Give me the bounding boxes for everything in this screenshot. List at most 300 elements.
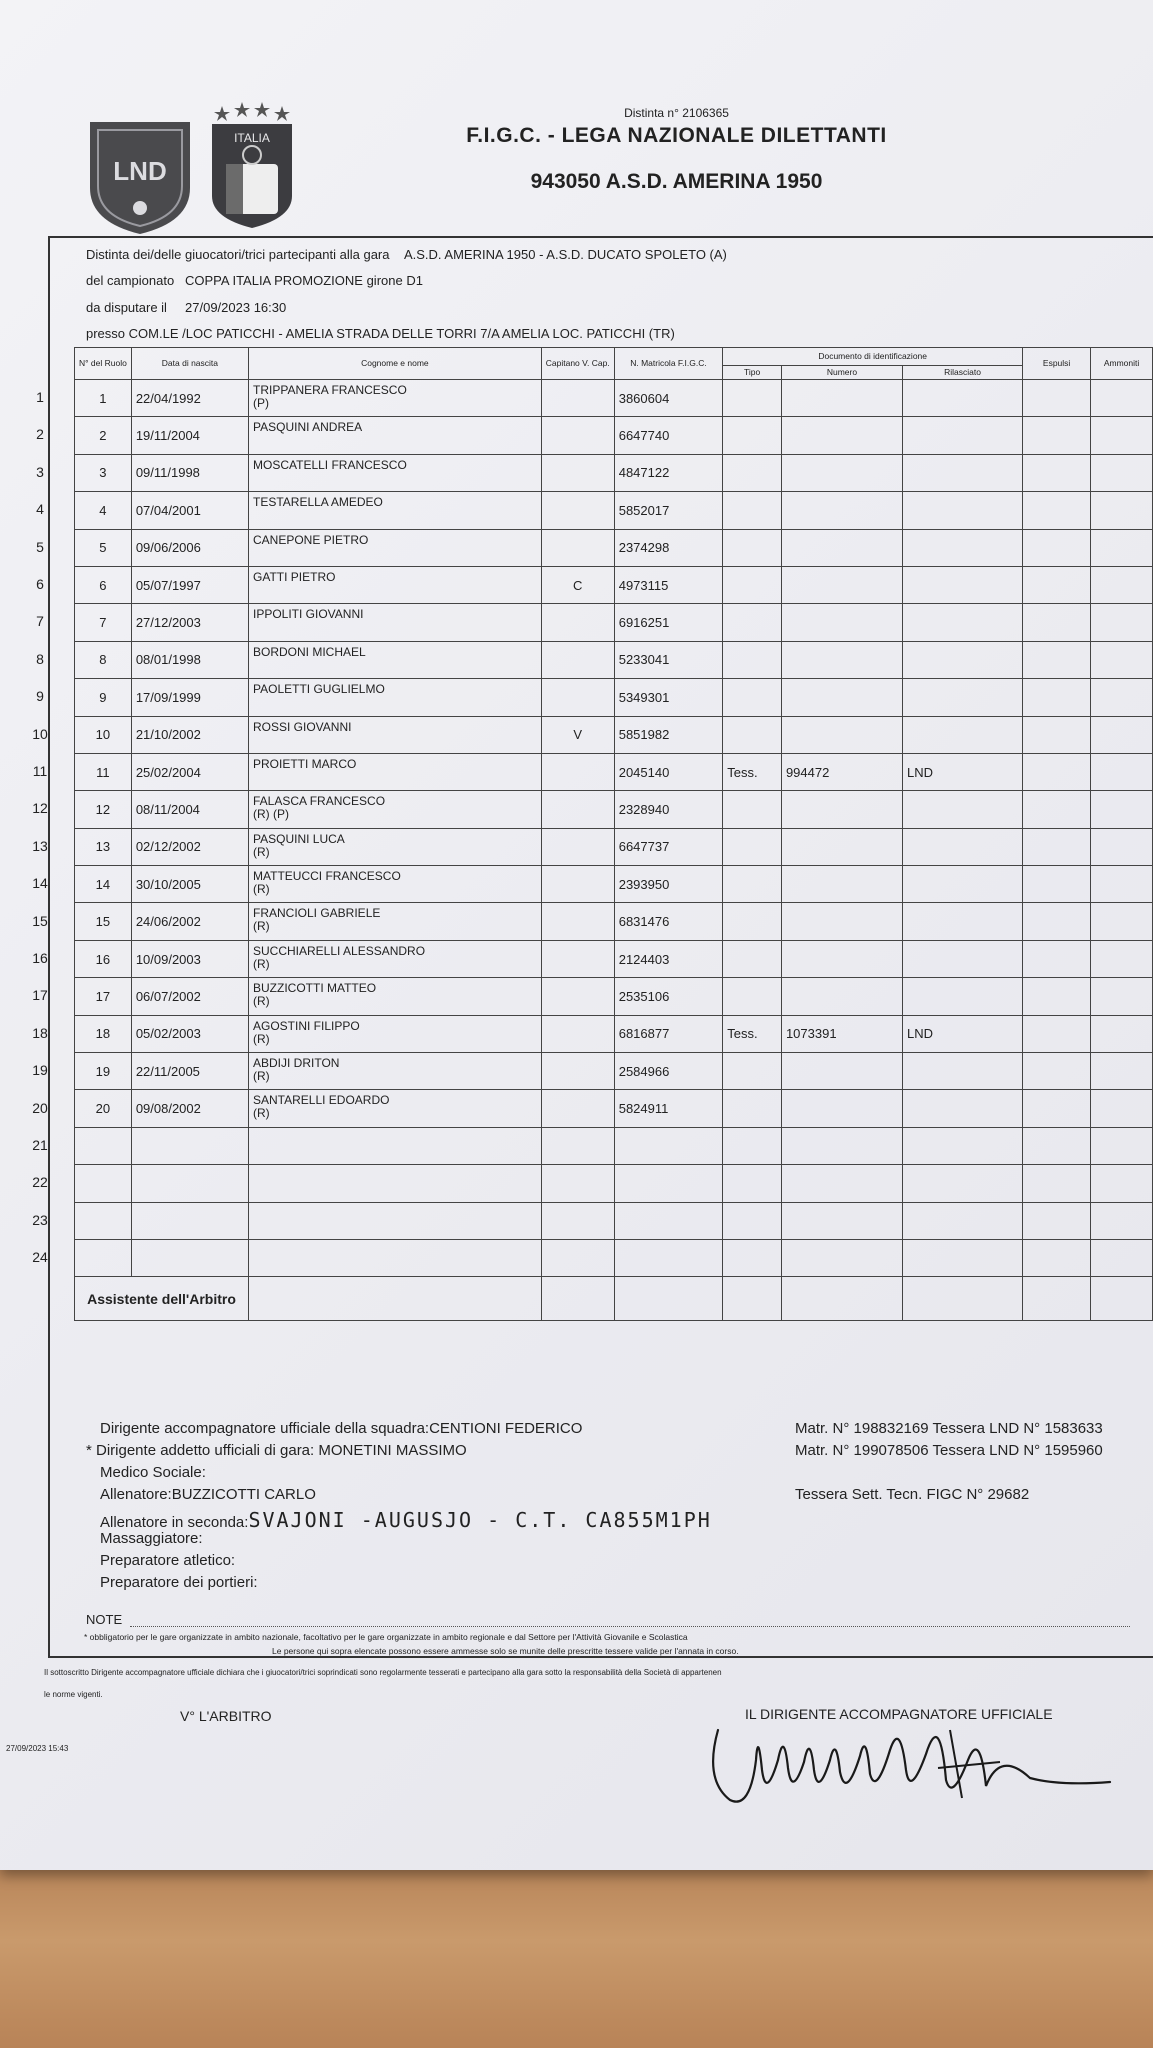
doc-number-cell <box>781 791 902 828</box>
doc-type-cell <box>723 866 782 903</box>
captain-cell <box>541 454 614 491</box>
espulsi-cell <box>1023 753 1091 790</box>
player-name: AGOSTINI FILIPPO <box>253 1018 360 1033</box>
doc-number-cell <box>781 828 902 865</box>
row-number: 15 <box>32 912 48 929</box>
player-name: MOSCATELLI FRANCESCO <box>253 457 407 472</box>
allenatore-tessera: Tessera Sett. Tecn. FIGC N° 29682 <box>795 1486 1030 1503</box>
player-note: (R) <box>253 1031 270 1046</box>
captain-cell <box>541 1090 614 1127</box>
table-row <box>75 903 1153 940</box>
table-row <box>75 866 1153 903</box>
dirigente-line: Dirigente accompagnatore ufficiale della squadra:CENTIONI FEDERICO <box>100 1420 583 1437</box>
table-row <box>75 417 1153 454</box>
doc-type-cell <box>723 1239 782 1276</box>
ammoniti-cell <box>1091 978 1153 1015</box>
ammoniti-cell <box>1091 1202 1153 1239</box>
row-number: 3 <box>36 463 44 480</box>
name-cell <box>249 1015 542 1052</box>
doc-issuer-cell <box>902 828 1022 865</box>
table-row <box>75 492 1153 529</box>
birthdate-cell <box>131 1202 248 1239</box>
ammoniti-cell <box>1091 454 1153 491</box>
doc-issuer-cell <box>902 791 1022 828</box>
ruolo-cell <box>75 1239 132 1276</box>
matricola-cell: 4847122 <box>614 454 723 491</box>
doc-number-cell <box>781 903 902 940</box>
col-matricola: N. Matricola F.I.G.C. <box>614 348 723 380</box>
player-note: (R) <box>253 882 270 897</box>
disclaimer-1: Il sottoscritto Dirigente accompagnatore ufficiale dichiara che i giuocatori/trici soprindicati sono regolarmente tesserati e partecipano alla gara sotto la responsabilità della Società di appartenen <box>44 1668 722 1677</box>
player-note: (R) <box>253 1069 270 1084</box>
seconda-line <box>100 1508 712 1532</box>
dirigente-matricola: Matr. N° 198832169 Tessera LND N° 1583633 <box>795 1420 1103 1437</box>
doc-type-cell <box>723 604 782 641</box>
assistant-cell <box>1023 1277 1091 1321</box>
doc-issuer-cell <box>902 1053 1022 1090</box>
table-row <box>75 1015 1153 1052</box>
game-teams: A.S.D. AMERINA 1950 - A.S.D. DUCATO SPOLETO (A) <box>403 247 727 262</box>
espulsi-cell <box>1023 1165 1091 1202</box>
player-name: PAOLETTI GUGLIELMO <box>253 682 385 697</box>
ruolo-cell <box>75 1165 132 1202</box>
doc-issuer-cell <box>902 492 1022 529</box>
seconda-label: Allenatore in seconda: <box>100 1514 249 1531</box>
doc-type-cell <box>723 1127 782 1164</box>
name-cell <box>249 641 542 678</box>
ammoniti-cell <box>1091 716 1153 753</box>
name-cell <box>249 791 542 828</box>
matricola-cell: 2374298 <box>614 529 723 566</box>
row-number: 13 <box>32 837 48 854</box>
player-name: TESTARELLA AMEDEO <box>253 495 383 510</box>
doc-issuer-cell <box>902 417 1022 454</box>
player-name: PASQUINI ANDREA <box>253 420 363 435</box>
birthdate-cell: 08/01/1998 <box>131 641 248 678</box>
doc-issuer-cell <box>902 604 1022 641</box>
name-cell <box>249 1202 542 1239</box>
birthdate-cell: 22/11/2005 <box>131 1053 248 1090</box>
espulsi-cell <box>1023 1090 1091 1127</box>
ammoniti-cell <box>1091 566 1153 603</box>
col-capitano: Capitano V. Cap. <box>541 348 614 380</box>
row-number: 14 <box>32 875 48 892</box>
ruolo-cell: 20 <box>75 1090 132 1127</box>
doc-number-cell <box>781 604 902 641</box>
name-cell <box>249 716 542 753</box>
massaggiatore-line: Massaggiatore: <box>100 1530 203 1547</box>
table-row <box>75 641 1153 678</box>
row-number: 18 <box>32 1024 48 1041</box>
matricola-cell: 6831476 <box>614 903 723 940</box>
game-label: Distinta dei/delle giuocatori/trici partecipanti alla gara <box>86 247 390 262</box>
doc-issuer-cell <box>902 679 1022 716</box>
ammoniti-cell <box>1091 866 1153 903</box>
doc-issuer-cell <box>902 641 1022 678</box>
col-nascita: Data di nascita <box>131 348 248 380</box>
medico-line: Medico Sociale: <box>100 1464 206 1481</box>
table-row <box>75 716 1153 753</box>
doc-type-cell <box>723 1053 782 1090</box>
doc-issuer-cell <box>902 1165 1022 1202</box>
ruolo-cell: 3 <box>75 454 132 491</box>
player-name: FRANCIOLI GABRIELE <box>253 906 381 921</box>
espulsi-cell <box>1023 978 1091 1015</box>
row-number: 5 <box>36 538 44 555</box>
table-row <box>75 1090 1153 1127</box>
player-note: (P) <box>253 396 269 410</box>
date-value: 27/09/2023 16:30 <box>185 300 287 315</box>
row-number: 9 <box>36 688 44 705</box>
espulsi-cell <box>1023 1202 1091 1239</box>
table-row <box>75 1239 1153 1276</box>
name-cell <box>249 978 542 1015</box>
name-cell <box>249 454 542 491</box>
player-note: (R) <box>253 1106 270 1121</box>
ammoniti-cell <box>1091 903 1153 940</box>
row-number: 16 <box>32 950 48 966</box>
captain-cell <box>541 679 614 716</box>
player-name: IPPOLITI GIOVANNI <box>253 607 364 622</box>
ammoniti-cell <box>1091 791 1153 828</box>
captain-cell <box>541 1202 614 1239</box>
name-cell <box>249 1053 542 1090</box>
doc-issuer-cell <box>902 978 1022 1015</box>
espulsi-cell <box>1023 1239 1091 1276</box>
col-ammoniti: Ammoniti <box>1091 348 1153 380</box>
doc-type-cell <box>723 417 782 454</box>
player-note: (R) <box>253 919 270 934</box>
doc-issuer-cell: LND <box>902 1015 1022 1052</box>
matricola-cell: 2124403 <box>614 940 723 977</box>
game-info-line-2 <box>86 273 423 288</box>
ammoniti-cell <box>1091 1053 1153 1090</box>
doc-number-cell <box>781 417 902 454</box>
doc-issuer-cell <box>902 1202 1022 1239</box>
col-rilasciato: Rilasciato <box>902 366 1022 380</box>
ruolo-cell: 13 <box>75 828 132 865</box>
col-numero: Numero <box>781 366 902 380</box>
captain-cell <box>541 604 614 641</box>
assistant-cell <box>541 1277 614 1321</box>
ammoniti-cell <box>1091 940 1153 977</box>
name-cell <box>249 828 542 865</box>
espulsi-cell <box>1023 417 1091 454</box>
doc-type-cell: Tess. <box>723 753 782 790</box>
assistant-cell <box>723 1277 782 1321</box>
espulsi-cell <box>1023 380 1091 417</box>
row-number: 17 <box>32 987 48 1004</box>
doc-type-cell <box>723 828 782 865</box>
doc-issuer-cell <box>902 566 1022 603</box>
table-row <box>75 753 1153 790</box>
row-number: 20 <box>32 1099 48 1116</box>
lnd-logo-text: LND <box>113 156 167 186</box>
venue-value: COM.LE /LOC PATICCHI - AMELIA STRADA DELLE TORRI 7/A AMELIA LOC. PATICCHI (TR) <box>128 326 675 341</box>
disclaimer-2: le norme vigenti. <box>44 1690 103 1699</box>
col-nome: Cognome e nome <box>249 348 542 380</box>
ammoniti-cell <box>1091 753 1153 790</box>
ammoniti-cell <box>1091 828 1153 865</box>
table-row <box>75 380 1153 417</box>
birthdate-cell: 08/11/2004 <box>131 791 248 828</box>
ruolo-cell: 10 <box>75 716 132 753</box>
espulsi-cell <box>1023 791 1091 828</box>
name-cell <box>249 1127 542 1164</box>
game-info-line-4 <box>86 326 675 341</box>
ammoniti-cell <box>1091 679 1153 716</box>
venue-label: presso <box>86 326 126 341</box>
ruolo-cell <box>75 1127 132 1164</box>
captain-cell <box>541 828 614 865</box>
matricola-cell: 2328940 <box>614 791 723 828</box>
doc-issuer-cell: LND <box>902 753 1022 790</box>
matricola-cell: 6647740 <box>614 417 723 454</box>
table-row <box>75 978 1153 1015</box>
doc-issuer-cell <box>902 716 1022 753</box>
name-cell <box>249 604 542 641</box>
matricola-cell: 5824911 <box>614 1090 723 1127</box>
doc-type-cell <box>723 566 782 603</box>
name-cell <box>249 566 542 603</box>
matricola-cell <box>614 1239 723 1276</box>
matricola-cell: 2393950 <box>614 866 723 903</box>
doc-type-cell: Tess. <box>723 1015 782 1052</box>
player-name: FALASCA FRANCESCO <box>253 794 386 809</box>
name-cell <box>249 1165 542 1202</box>
ruolo-cell: 7 <box>75 604 132 641</box>
name-cell <box>249 940 542 977</box>
doc-type-cell <box>723 716 782 753</box>
birthdate-cell: 09/06/2006 <box>131 529 248 566</box>
ammoniti-cell <box>1091 380 1153 417</box>
captain-cell <box>541 492 614 529</box>
doc-type-cell <box>723 978 782 1015</box>
ruolo-cell: 16 <box>75 940 132 977</box>
addetto-line: * Dirigente addetto ufficiali di gara: MONETINI MASSIMO <box>86 1442 467 1459</box>
captain-cell <box>541 753 614 790</box>
ammoniti-cell <box>1091 1165 1153 1202</box>
name-cell <box>249 417 542 454</box>
birthdate-cell: 06/07/2002 <box>131 978 248 1015</box>
row-number: 21 <box>32 1137 48 1153</box>
table-row <box>75 604 1153 641</box>
doc-number-cell <box>781 1165 902 1202</box>
matricola-cell: 2584966 <box>614 1053 723 1090</box>
ruolo-cell: 5 <box>75 529 132 566</box>
birthdate-cell: 22/04/1992 <box>131 380 248 417</box>
player-name: ABDIJI DRITON <box>253 1056 340 1071</box>
matricola-cell: 5851982 <box>614 716 723 753</box>
espulsi-cell <box>1023 940 1091 977</box>
row-number: 12 <box>32 800 48 817</box>
doc-issuer-cell <box>902 529 1022 566</box>
doc-type-cell <box>723 380 782 417</box>
name-cell <box>249 529 542 566</box>
italia-logo-text: ITALIA <box>234 131 270 145</box>
player-name: PASQUINI LUCA <box>253 831 345 846</box>
captain-cell <box>541 1127 614 1164</box>
name-cell <box>249 679 542 716</box>
table-row <box>75 529 1153 566</box>
matricola-cell: 6916251 <box>614 604 723 641</box>
doc-issuer-cell <box>902 380 1022 417</box>
doc-type-cell <box>723 1090 782 1127</box>
doc-type-cell <box>723 641 782 678</box>
ruolo-cell: 18 <box>75 1015 132 1052</box>
table-row <box>75 679 1153 716</box>
club-title: 943050 A.S.D. AMERINA 1950 <box>530 170 823 193</box>
espulsi-cell <box>1023 679 1091 716</box>
birthdate-cell: 05/07/1997 <box>131 566 248 603</box>
birthdate-cell <box>131 1127 248 1164</box>
doc-issuer-cell <box>902 454 1022 491</box>
captain-cell <box>541 529 614 566</box>
doc-number-cell <box>781 866 902 903</box>
doc-number-cell <box>781 492 902 529</box>
captain-cell: V <box>541 716 614 753</box>
birthdate-cell: 25/02/2004 <box>131 753 248 790</box>
espulsi-cell <box>1023 529 1091 566</box>
assistant-cell <box>902 1277 1022 1321</box>
player-name: BUZZICOTTI MATTEO <box>253 981 377 996</box>
espulsi-cell <box>1023 1015 1091 1052</box>
table-row <box>75 566 1153 603</box>
captain-cell <box>541 1239 614 1276</box>
ruolo-cell: 17 <box>75 978 132 1015</box>
ammoniti-cell <box>1091 1015 1153 1052</box>
birthdate-cell <box>131 1239 248 1276</box>
ruolo-cell: 12 <box>75 791 132 828</box>
matricola-cell: 5233041 <box>614 641 723 678</box>
ruolo-cell: 15 <box>75 903 132 940</box>
birthdate-cell: 19/11/2004 <box>131 417 248 454</box>
doc-type-cell <box>723 1165 782 1202</box>
birthdate-cell: 02/12/2002 <box>131 828 248 865</box>
captain-cell <box>541 417 614 454</box>
doc-number-cell: 1073391 <box>781 1015 902 1052</box>
player-name: SANTARELLI EDOARDO <box>253 1093 390 1108</box>
row-number: 22 <box>32 1174 48 1191</box>
doc-number-cell <box>781 679 902 716</box>
doc-number-cell <box>781 1202 902 1239</box>
row-number: 6 <box>36 576 44 592</box>
col-espulsi: Espulsi <box>1023 348 1091 380</box>
espulsi-cell <box>1023 903 1091 940</box>
player-name: BORDONI MICHAEL <box>253 644 366 659</box>
name-cell <box>249 866 542 903</box>
doc-type-cell <box>723 492 782 529</box>
row-number: 2 <box>36 426 44 443</box>
doc-number-cell <box>781 1090 902 1127</box>
addetto-matricola: Matr. N° 199078506 Tessera LND N° 1595960 <box>795 1442 1103 1459</box>
ruolo-cell <box>75 1202 132 1239</box>
birthdate-cell: 30/10/2005 <box>131 866 248 903</box>
note-label: NOTE <box>86 1612 123 1627</box>
ruolo-cell: 6 <box>75 566 132 603</box>
birthdate-cell: 27/12/2003 <box>131 604 248 641</box>
doc-number-cell <box>781 454 902 491</box>
table-row <box>75 791 1153 828</box>
matricola-cell: 6647737 <box>614 828 723 865</box>
ammoniti-cell <box>1091 641 1153 678</box>
row-number: 23 <box>32 1211 48 1228</box>
ruolo-cell: 2 <box>75 417 132 454</box>
matricola-cell: 5852017 <box>614 492 723 529</box>
doc-number-cell <box>781 1239 902 1276</box>
captain-cell <box>541 791 614 828</box>
footnote-2: Le persone qui sopra elencate possono essere ammesse solo se munite delle prescritte tessere valide per l'annata in corso. <box>272 1646 739 1656</box>
espulsi-cell <box>1023 716 1091 753</box>
birthdate-cell <box>131 1165 248 1202</box>
assistant-label: Assistente dell'Arbitro <box>75 1277 249 1321</box>
assistant-row <box>75 1277 1153 1321</box>
captain-cell <box>541 1053 614 1090</box>
ruolo-cell: 14 <box>75 866 132 903</box>
doc-issuer-cell <box>902 1239 1022 1276</box>
ammoniti-cell <box>1091 1090 1153 1127</box>
name-cell <box>249 753 542 790</box>
table-row <box>75 1053 1153 1090</box>
atletico-line: Preparatore atletico: <box>100 1552 236 1569</box>
doc-type-cell <box>723 529 782 566</box>
doc-type-cell <box>723 791 782 828</box>
ammoniti-cell <box>1091 529 1153 566</box>
handwritten-signature-icon <box>700 1690 1120 1820</box>
birthdate-cell: 09/11/1998 <box>131 454 248 491</box>
doc-number-cell <box>781 1053 902 1090</box>
doc-number-cell <box>781 940 902 977</box>
player-note: (R) (P) <box>253 807 289 822</box>
doc-type-cell <box>723 679 782 716</box>
ruolo-cell: 1 <box>75 380 132 417</box>
captain-cell <box>541 978 614 1015</box>
matricola-cell: 5349301 <box>614 679 723 716</box>
doc-number-cell <box>781 1127 902 1164</box>
portieri-line: Preparatore dei portieri: <box>100 1574 258 1591</box>
player-note: (R) <box>253 994 270 1009</box>
date-label: da disputare il <box>86 300 167 315</box>
table-row <box>75 1165 1153 1202</box>
espulsi-cell <box>1023 1127 1091 1164</box>
espulsi-cell <box>1023 454 1091 491</box>
doc-type-cell <box>723 940 782 977</box>
espulsi-cell <box>1023 492 1091 529</box>
doc-issuer-cell <box>902 866 1022 903</box>
doc-type-cell <box>723 903 782 940</box>
matricola-cell <box>614 1127 723 1164</box>
doc-number-cell <box>781 641 902 678</box>
assistant-cell <box>249 1277 542 1321</box>
dirigente-signature-label: IL DIRIGENTE ACCOMPAGNATORE UFFICIALE <box>745 1706 1053 1722</box>
championship-label: del campionato <box>86 273 175 288</box>
col-tipo: Tipo <box>723 366 782 380</box>
captain-cell <box>541 903 614 940</box>
birthdate-cell: 24/06/2002 <box>131 903 248 940</box>
allenatore-line: Allenatore:BUZZICOTTI CARLO <box>100 1486 316 1503</box>
ruolo-cell: 11 <box>75 753 132 790</box>
doc-type-cell <box>723 454 782 491</box>
espulsi-cell <box>1023 566 1091 603</box>
footnote-1: * obbligatorio per le gare organizzate in ambito nazionale, facoltativo per le gare organizzate in ambito regionale e dal Settore per l'Attività Giovanile e Scolastica <box>84 1632 688 1642</box>
captain-cell <box>541 641 614 678</box>
player-note: (R) <box>253 956 270 971</box>
championship-value: COPPA ITALIA PROMOZIONE girone D1 <box>185 273 423 288</box>
player-name: PROIETTI MARCO <box>253 756 357 771</box>
ruolo-cell: 9 <box>75 679 132 716</box>
doc-number-cell <box>781 566 902 603</box>
birthdate-cell: 09/08/2002 <box>131 1090 248 1127</box>
